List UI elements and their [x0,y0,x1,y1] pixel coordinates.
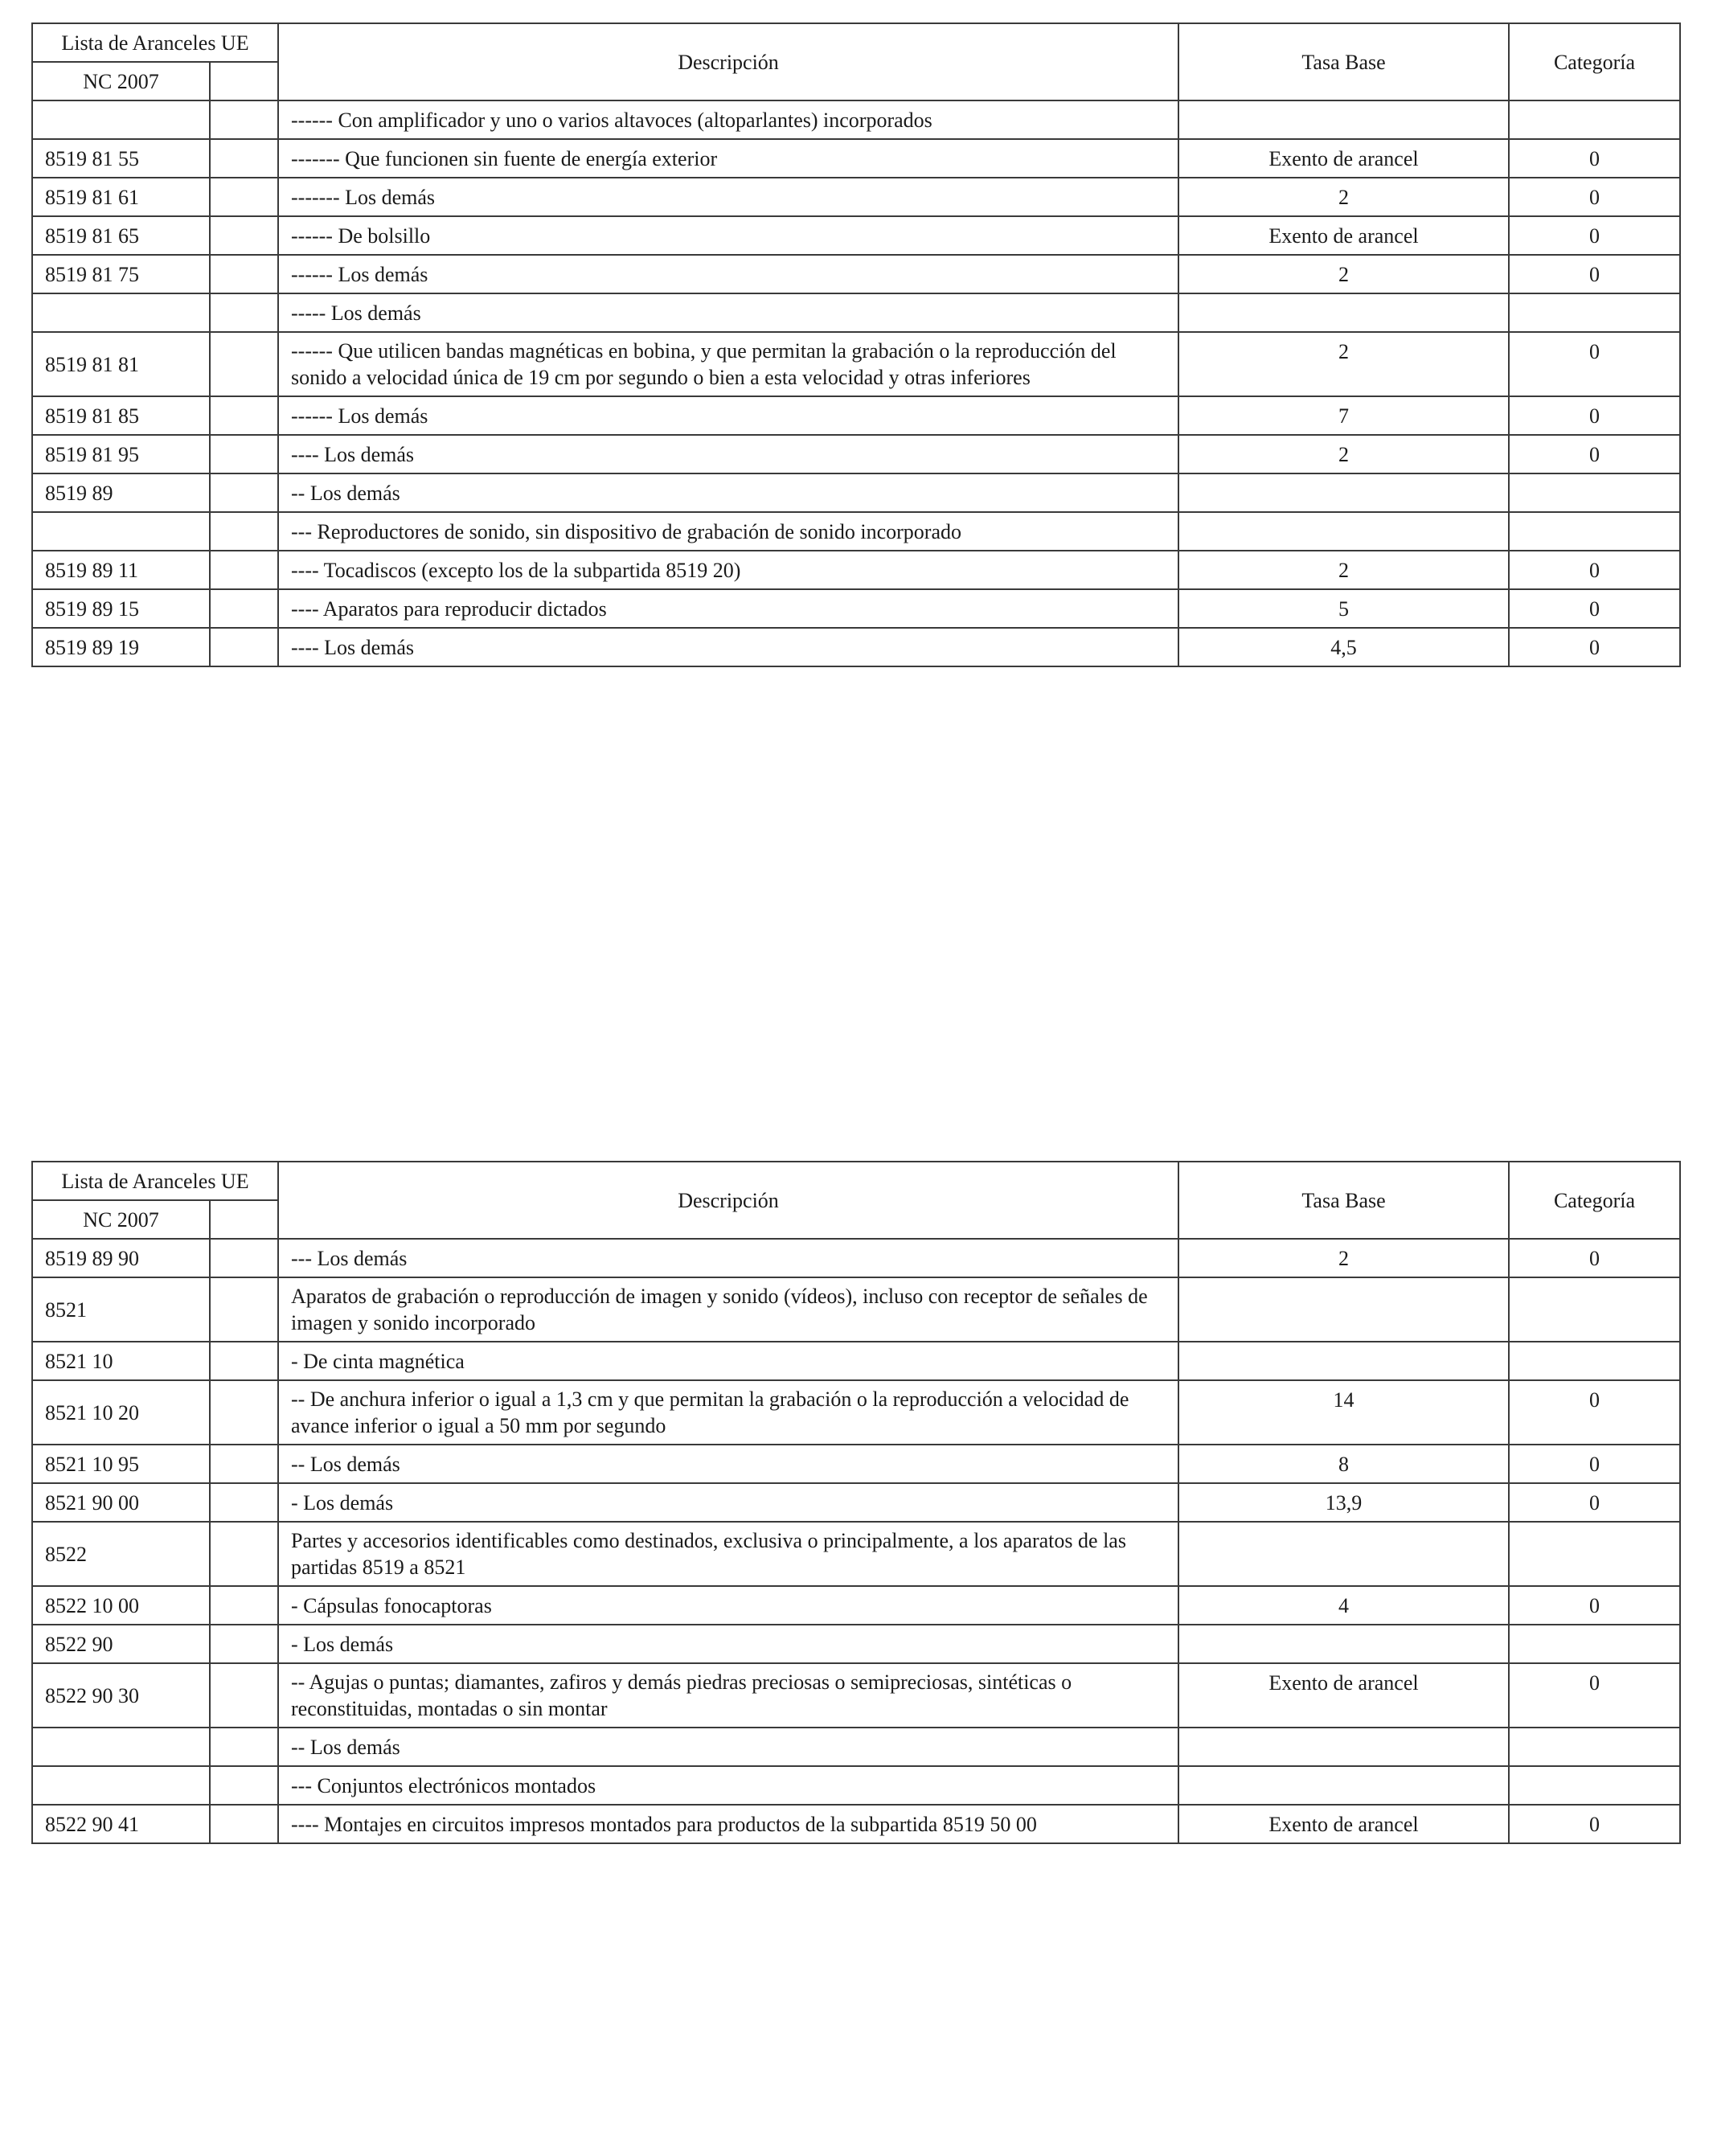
table-row [32,628,1680,666]
tariff-code-cell [32,100,210,139]
category-cell: 0 [1509,178,1680,216]
blank-cell [210,100,278,139]
table-row [32,551,1680,589]
table-header [32,1162,1680,1239]
description-cell: --- Los demás [278,1239,1178,1277]
description-cell: ------- Los demás [278,178,1178,216]
blank-cell [210,1277,278,1342]
tariff-code-cell: 8519 81 65 [32,216,210,255]
table-row [32,1522,1680,1586]
tariff-code-cell: 8519 81 55 [32,139,210,178]
table-row [32,473,1680,512]
table-row [32,1380,1680,1445]
category-cell: 0 [1509,1805,1680,1843]
category-cell: 0 [1509,1483,1680,1522]
category-cell: 0 [1509,551,1680,589]
tariff-table-2 [31,1161,1681,1844]
blank-cell [210,1663,278,1728]
blank-cell [210,332,278,396]
rate-cell [1178,1728,1509,1766]
tariff-code-cell [32,293,210,332]
list-title-header: Lista de Aranceles UE [32,23,278,62]
rate-cell: 2 [1178,551,1509,589]
description-cell: ----- Los demás [278,293,1178,332]
rate-cell: Exento de arancel [1178,1805,1509,1843]
rate-cell [1178,473,1509,512]
description-cell: ------ Los demás [278,396,1178,435]
table-row [32,1805,1680,1843]
blank-cell [210,1342,278,1380]
blank-cell [210,1728,278,1766]
description-cell: - De cinta magnética [278,1342,1178,1380]
category-cell: 0 [1509,255,1680,293]
table-body [32,1239,1680,1843]
rate-cell: Exento de arancel [1178,139,1509,178]
description-cell: ------ Los demás [278,255,1178,293]
description-cell: ------ Con amplificador y uno o varios altavoces (altoparlantes) incorporados [278,100,1178,139]
table-row [32,178,1680,216]
description-cell: ---- Montajes en circuitos impresos montados para productos de la subpartida 8519 50 00 [278,1805,1178,1843]
blank-cell [210,1483,278,1522]
category-cell: 0 [1509,1380,1680,1445]
rate-cell: Exento de arancel [1178,1663,1509,1728]
rate-cell [1178,1766,1509,1805]
rate-header: Tasa Base [1178,23,1509,100]
table-row [32,293,1680,332]
blank-cell [210,139,278,178]
description-cell: Partes y accesorios identificables como destinados, exclusiva o principalmente, a los aparatos de las partidas 8519 a 8521 [278,1522,1178,1586]
tariff-code-cell: 8522 90 30 [32,1663,210,1728]
rate-cell: 2 [1178,332,1509,396]
table-row [32,1728,1680,1766]
rate-cell [1178,1277,1509,1342]
category-cell: 0 [1509,332,1680,396]
rate-cell: 2 [1178,435,1509,473]
rate-cell [1178,1625,1509,1663]
tariff-code-cell: 8519 89 [32,473,210,512]
category-cell [1509,1277,1680,1342]
description-cell: --- Conjuntos electrónicos montados [278,1766,1178,1805]
category-cell [1509,1625,1680,1663]
rate-cell [1178,1342,1509,1380]
rate-cell: 13,9 [1178,1483,1509,1522]
blank-cell [210,512,278,551]
table-row [32,512,1680,551]
rate-cell: 4,5 [1178,628,1509,666]
category-header: Categoría [1509,23,1680,100]
tariff-code-cell: 8522 10 00 [32,1586,210,1625]
description-header: Descripción [278,1162,1178,1239]
table-row [32,1663,1680,1728]
table-row [32,100,1680,139]
table-row [32,216,1680,255]
category-cell [1509,1522,1680,1586]
category-cell: 0 [1509,216,1680,255]
blank-cell [210,396,278,435]
list-title-header: Lista de Aranceles UE [32,1162,278,1200]
category-cell: 0 [1509,396,1680,435]
tariff-code-cell: 8521 90 00 [32,1483,210,1522]
rate-cell [1178,512,1509,551]
table-row [32,139,1680,178]
description-cell: --- Reproductores de sonido, sin dispositivo de grabación de sonido incorporado [278,512,1178,551]
description-header: Descripción [278,23,1178,100]
category-cell: 0 [1509,435,1680,473]
blank-cell [210,589,278,628]
tariff-code-cell: 8519 81 61 [32,178,210,216]
nc-header: NC 2007 [32,1200,210,1239]
tariff-code-cell: 8519 89 15 [32,589,210,628]
blank-cell [210,1445,278,1483]
blank-cell [210,1586,278,1625]
tariff-code-cell: 8519 89 19 [32,628,210,666]
tariff-code-cell: 8521 [32,1277,210,1342]
blank-header [210,62,278,100]
blank-cell [210,1766,278,1805]
tariff-code-cell [32,512,210,551]
category-cell: 0 [1509,589,1680,628]
tariff-code-cell: 8519 89 11 [32,551,210,589]
description-cell: ------ De bolsillo [278,216,1178,255]
table-row [32,1586,1680,1625]
table-row [32,1239,1680,1277]
tariff-code-cell: 8519 81 81 [32,332,210,396]
rate-cell: 4 [1178,1586,1509,1625]
blank-cell [210,473,278,512]
description-cell: Aparatos de grabación o reproducción de imagen y sonido (vídeos), incluso con receptor de señales de imagen y sonido incorporado [278,1277,1178,1342]
rate-cell: 2 [1178,255,1509,293]
category-header: Categoría [1509,1162,1680,1239]
table-row [32,589,1680,628]
description-cell: ---- Los demás [278,628,1178,666]
table-row [32,1342,1680,1380]
rate-cell: 14 [1178,1380,1509,1445]
tariff-code-cell: 8519 81 75 [32,255,210,293]
tariff-code-cell: 8521 10 [32,1342,210,1380]
blank-header [210,1200,278,1239]
description-cell: ---- Los demás [278,435,1178,473]
description-cell: ---- Aparatos para reproducir dictados [278,589,1178,628]
category-cell [1509,100,1680,139]
blank-cell [210,551,278,589]
table-row [32,332,1680,396]
rate-cell: 5 [1178,589,1509,628]
description-cell: ---- Tocadiscos (excepto los de la subpartida 8519 20) [278,551,1178,589]
table-header [32,23,1680,100]
rate-cell [1178,1522,1509,1586]
description-cell: ------- Que funcionen sin fuente de energía exterior [278,139,1178,178]
category-cell: 0 [1509,1445,1680,1483]
tariff-code-cell: 8521 10 20 [32,1380,210,1445]
rate-header: Tasa Base [1178,1162,1509,1239]
description-cell: - Los demás [278,1625,1178,1663]
category-cell: 0 [1509,139,1680,178]
tariff-code-cell [32,1728,210,1766]
blank-cell [210,1522,278,1586]
rate-cell: 2 [1178,1239,1509,1277]
rate-cell: Exento de arancel [1178,216,1509,255]
tariff-table-1 [31,23,1681,667]
blank-cell [210,435,278,473]
category-cell [1509,1766,1680,1805]
category-cell [1509,473,1680,512]
blank-cell [210,1805,278,1843]
table-row [32,1766,1680,1805]
table-row [32,255,1680,293]
description-cell: - Los demás [278,1483,1178,1522]
description-cell: -- De anchura inferior o igual a 1,3 cm y que permitan la grabación o la reproducción a velocidad de avance inferior o igual a 50 mm por segundo [278,1380,1178,1445]
blank-cell [210,1380,278,1445]
blank-cell [210,293,278,332]
description-cell: -- Agujas o puntas; diamantes, zafiros y demás piedras preciosas o semipreciosas, sintéticas o reconstituidas, montadas o sin montar [278,1663,1178,1728]
rate-cell [1178,293,1509,332]
table-row [32,1483,1680,1522]
rate-cell [1178,100,1509,139]
blank-cell [210,255,278,293]
description-cell: ------ Que utilicen bandas magnéticas en bobina, y que permitan la grabación o la reproducción del sonido a velocidad única de 19 cm por segundo o bien a esta velocidad y otras inferiores [278,332,1178,396]
table-body [32,100,1680,666]
description-cell: - Cápsulas fonocaptoras [278,1586,1178,1625]
table-row [32,1625,1680,1663]
category-cell [1509,512,1680,551]
tariff-code-cell: 8519 81 95 [32,435,210,473]
blank-cell [210,628,278,666]
table-row [32,1445,1680,1483]
blank-cell [210,178,278,216]
blank-cell [210,216,278,255]
tariff-code-cell: 8519 89 90 [32,1239,210,1277]
rate-cell: 7 [1178,396,1509,435]
tariff-code-cell: 8522 90 [32,1625,210,1663]
tariff-code-cell: 8522 90 41 [32,1805,210,1843]
category-cell: 0 [1509,1586,1680,1625]
category-cell: 0 [1509,1663,1680,1728]
tariff-code-cell: 8521 10 95 [32,1445,210,1483]
tariff-code-cell: 8519 81 85 [32,396,210,435]
category-cell [1509,1342,1680,1380]
blank-cell [210,1239,278,1277]
tariff-code-cell: 8522 [32,1522,210,1586]
description-cell: -- Los demás [278,473,1178,512]
rate-cell: 2 [1178,178,1509,216]
blank-cell [210,1625,278,1663]
category-cell [1509,1728,1680,1766]
nc-header: NC 2007 [32,62,210,100]
table-row [32,435,1680,473]
tariff-code-cell [32,1766,210,1805]
description-cell: -- Los demás [278,1445,1178,1483]
table-row [32,396,1680,435]
table-row [32,1277,1680,1342]
rate-cell: 8 [1178,1445,1509,1483]
category-cell [1509,293,1680,332]
description-cell: -- Los demás [278,1728,1178,1766]
category-cell: 0 [1509,628,1680,666]
category-cell: 0 [1509,1239,1680,1277]
